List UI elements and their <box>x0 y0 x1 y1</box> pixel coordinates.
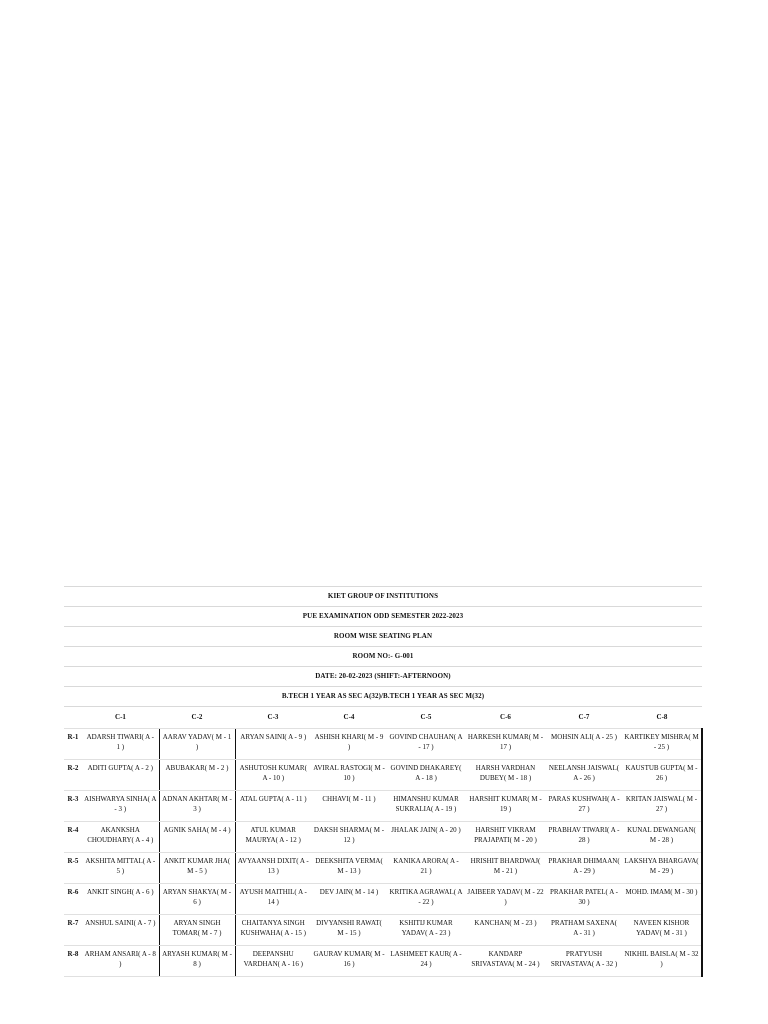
seat-cell: NEELANSH JAISWAL( A - 26 ) <box>546 760 622 791</box>
seat-cell: AKANKSHA CHOUDHARY( A - 4 ) <box>82 822 159 853</box>
row-label: R-6 <box>64 884 82 915</box>
seat-cell: ANKIT KUMAR JHA( M - 5 ) <box>159 853 235 884</box>
seat-cell: ABUBAKAR( M - 2 ) <box>159 760 235 791</box>
seat-cell: ASHISH KHARI( M - 9 ) <box>311 729 387 760</box>
seat-cell: ANSHUL SAINI( A - 7 ) <box>82 915 159 946</box>
seat-cell: ARYAN SAINI( A - 9 ) <box>235 729 311 760</box>
seat-cell: KSHITIJ KUMAR YADAV( A - 23 ) <box>387 915 465 946</box>
seat-cell: ARYAN SHAKYA( M - 6 ) <box>159 884 235 915</box>
column-header: C-4 <box>311 707 387 729</box>
plan-title: ROOM WISE SEATING PLAN <box>64 626 702 646</box>
table-row <box>64 729 702 760</box>
seat-cell: CHHAVI( M - 11 ) <box>311 791 387 822</box>
table-row <box>64 760 702 791</box>
seat-cell: AGNIK SAHA( M - 4 ) <box>159 822 235 853</box>
seat-cell: AARAV YADAV( M - 1 ) <box>159 729 235 760</box>
seat-cell: PRAKHAR PATEL( A - 30 ) <box>546 884 622 915</box>
seat-cell: DEEKSHITA VERMA( M - 13 ) <box>311 853 387 884</box>
column-header: C-3 <box>235 707 311 729</box>
seat-cell: ASHUTOSH KUMAR( A - 10 ) <box>235 760 311 791</box>
seat-cell: PRATHAM SAXENA( A - 31 ) <box>546 915 622 946</box>
seat-cell: PRAKHAR DHIMAAN( A - 29 ) <box>546 853 622 884</box>
column-header: C-2 <box>159 707 235 729</box>
seat-cell: KANDARP SRIVASTAVA( M - 24 ) <box>465 946 546 977</box>
seat-cell: GOVIND DHAKAREY( A - 18 ) <box>387 760 465 791</box>
seat-cell: HARKESH KUMAR( M - 17 ) <box>465 729 546 760</box>
table-row <box>64 884 702 915</box>
seat-cell: HARSHIT VIKRAM PRAJAPATI( M - 20 ) <box>465 822 546 853</box>
table-row <box>64 853 702 884</box>
seat-cell: MOHSIN ALI( A - 25 ) <box>546 729 622 760</box>
seat-cell: AVIRAL RASTOGI( M - 10 ) <box>311 760 387 791</box>
column-header: C-6 <box>465 707 546 729</box>
seat-cell: ATAL GUPTA( A - 11 ) <box>235 791 311 822</box>
row-label: R-2 <box>64 760 82 791</box>
seat-cell: ADITI GUPTA( A - 2 ) <box>82 760 159 791</box>
column-header: C-7 <box>546 707 622 729</box>
seat-cell: HRISHIT BHARDWAJ( M - 21 ) <box>465 853 546 884</box>
seat-cell: KRITIKA AGRAWAL( A - 22 ) <box>387 884 465 915</box>
seat-cell: PRATYUSH SRIVASTAVA( A - 32 ) <box>546 946 622 977</box>
seat-cell: ADNAN AKHTAR( M - 3 ) <box>159 791 235 822</box>
row-label: R-7 <box>64 915 82 946</box>
seat-cell: PARAS KUSHWAH( A - 27 ) <box>546 791 622 822</box>
seat-cell: GOVIND CHAUHAN( A - 17 ) <box>387 729 465 760</box>
seat-cell: NIKHIL BAISLA( M - 32 ) <box>622 946 702 977</box>
seat-cell: KARTIKEY MISHRA( M - 25 ) <box>622 729 702 760</box>
table-row <box>64 791 702 822</box>
table-row <box>64 946 702 977</box>
seat-cell: MOHD. IMAM( M - 30 ) <box>622 884 702 915</box>
seat-cell: ARYASH KUMAR( M - 8 ) <box>159 946 235 977</box>
column-header-row <box>64 707 702 729</box>
seat-cell: GAURAV KUMAR( M - 16 ) <box>311 946 387 977</box>
sections-info: B.TECH 1 YEAR AS SEC A(32)/B.TECH 1 YEAR AS SEC M(32) <box>64 686 702 707</box>
seat-cell: KANCHAN( M - 23 ) <box>465 915 546 946</box>
seat-cell: DAKSH SHARMA( M - 12 ) <box>311 822 387 853</box>
column-header: C-8 <box>622 707 702 729</box>
row-label: R-1 <box>64 729 82 760</box>
seat-cell: PRABHAV TIWARI( A - 28 ) <box>546 822 622 853</box>
column-header: C-1 <box>82 707 159 729</box>
column-header: C-5 <box>387 707 465 729</box>
seat-cell: HARSHIT KUMAR( M - 19 ) <box>465 791 546 822</box>
seat-cell: CHAITANYA SINGH KUSHWAHA( A - 15 ) <box>235 915 311 946</box>
table-row <box>64 822 702 853</box>
seat-cell: AKSHITA MITTAL( A - 5 ) <box>82 853 159 884</box>
seat-cell: KAUSTUB GUPTA( M - 26 ) <box>622 760 702 791</box>
seat-cell: KRITAN JAISWAL( M - 27 ) <box>622 791 702 822</box>
seat-cell: AVYAANSH DIXIT( A - 13 ) <box>235 853 311 884</box>
seat-cell: DEEPANSHU VARDHAN( A - 16 ) <box>235 946 311 977</box>
seat-cell: LASHMEET KAUR( A - 24 ) <box>387 946 465 977</box>
seat-cell: ARHAM ANSARI( A - 8 ) <box>82 946 159 977</box>
seat-cell: AYUSH MAITHIL( A - 14 ) <box>235 884 311 915</box>
institution-title: KIET GROUP OF INSTITUTIONS <box>64 586 702 606</box>
seat-cell: KANIKA ARORA( A - 21 ) <box>387 853 465 884</box>
seat-cell: KUNAL DEWANGAN( M - 28 ) <box>622 822 702 853</box>
seat-cell: DEV JAIN( M - 14 ) <box>311 884 387 915</box>
exam-title: PUE EXAMINATION ODD SEMESTER 2022-2023 <box>64 606 702 626</box>
seat-cell: JAIBEER YADAV( M - 22 ) <box>465 884 546 915</box>
seat-cell: JHALAK JAIN( A - 20 ) <box>387 822 465 853</box>
seat-cell: HARSH VARDHAN DUBEY( M - 18 ) <box>465 760 546 791</box>
exam-date: DATE: 20-02-2023 (SHIFT:-AFTERNOON) <box>64 666 702 686</box>
seat-cell: LAKSHYA BHARGAVA( M - 29 ) <box>622 853 702 884</box>
seat-cell: ANKIT SINGH( A - 6 ) <box>82 884 159 915</box>
row-label: R-4 <box>64 822 82 853</box>
row-label: R-5 <box>64 853 82 884</box>
seating-plan-sheet <box>64 586 702 977</box>
room-number: ROOM NO:- G-001 <box>64 646 702 666</box>
seat-cell: AISHWARYA SINHA( A - 3 ) <box>82 791 159 822</box>
row-label: R-8 <box>64 946 82 977</box>
seat-cell: DIVYANSHI RAWAT( M - 15 ) <box>311 915 387 946</box>
corner-header <box>64 707 82 729</box>
seat-cell: NAVEEN KISHOR YADAV( M - 31 ) <box>622 915 702 946</box>
seat-cell: HIMANSHU KUMAR SUKRALIA( A - 19 ) <box>387 791 465 822</box>
seat-cell: ARYAN SINGH TOMAR( M - 7 ) <box>159 915 235 946</box>
row-label: R-3 <box>64 791 82 822</box>
seat-cell: ADARSH TIWARI( A - 1 ) <box>82 729 159 760</box>
seating-table <box>64 707 703 977</box>
table-row <box>64 915 702 946</box>
seat-cell: ATUL KUMAR MAURYA( A - 12 ) <box>235 822 311 853</box>
